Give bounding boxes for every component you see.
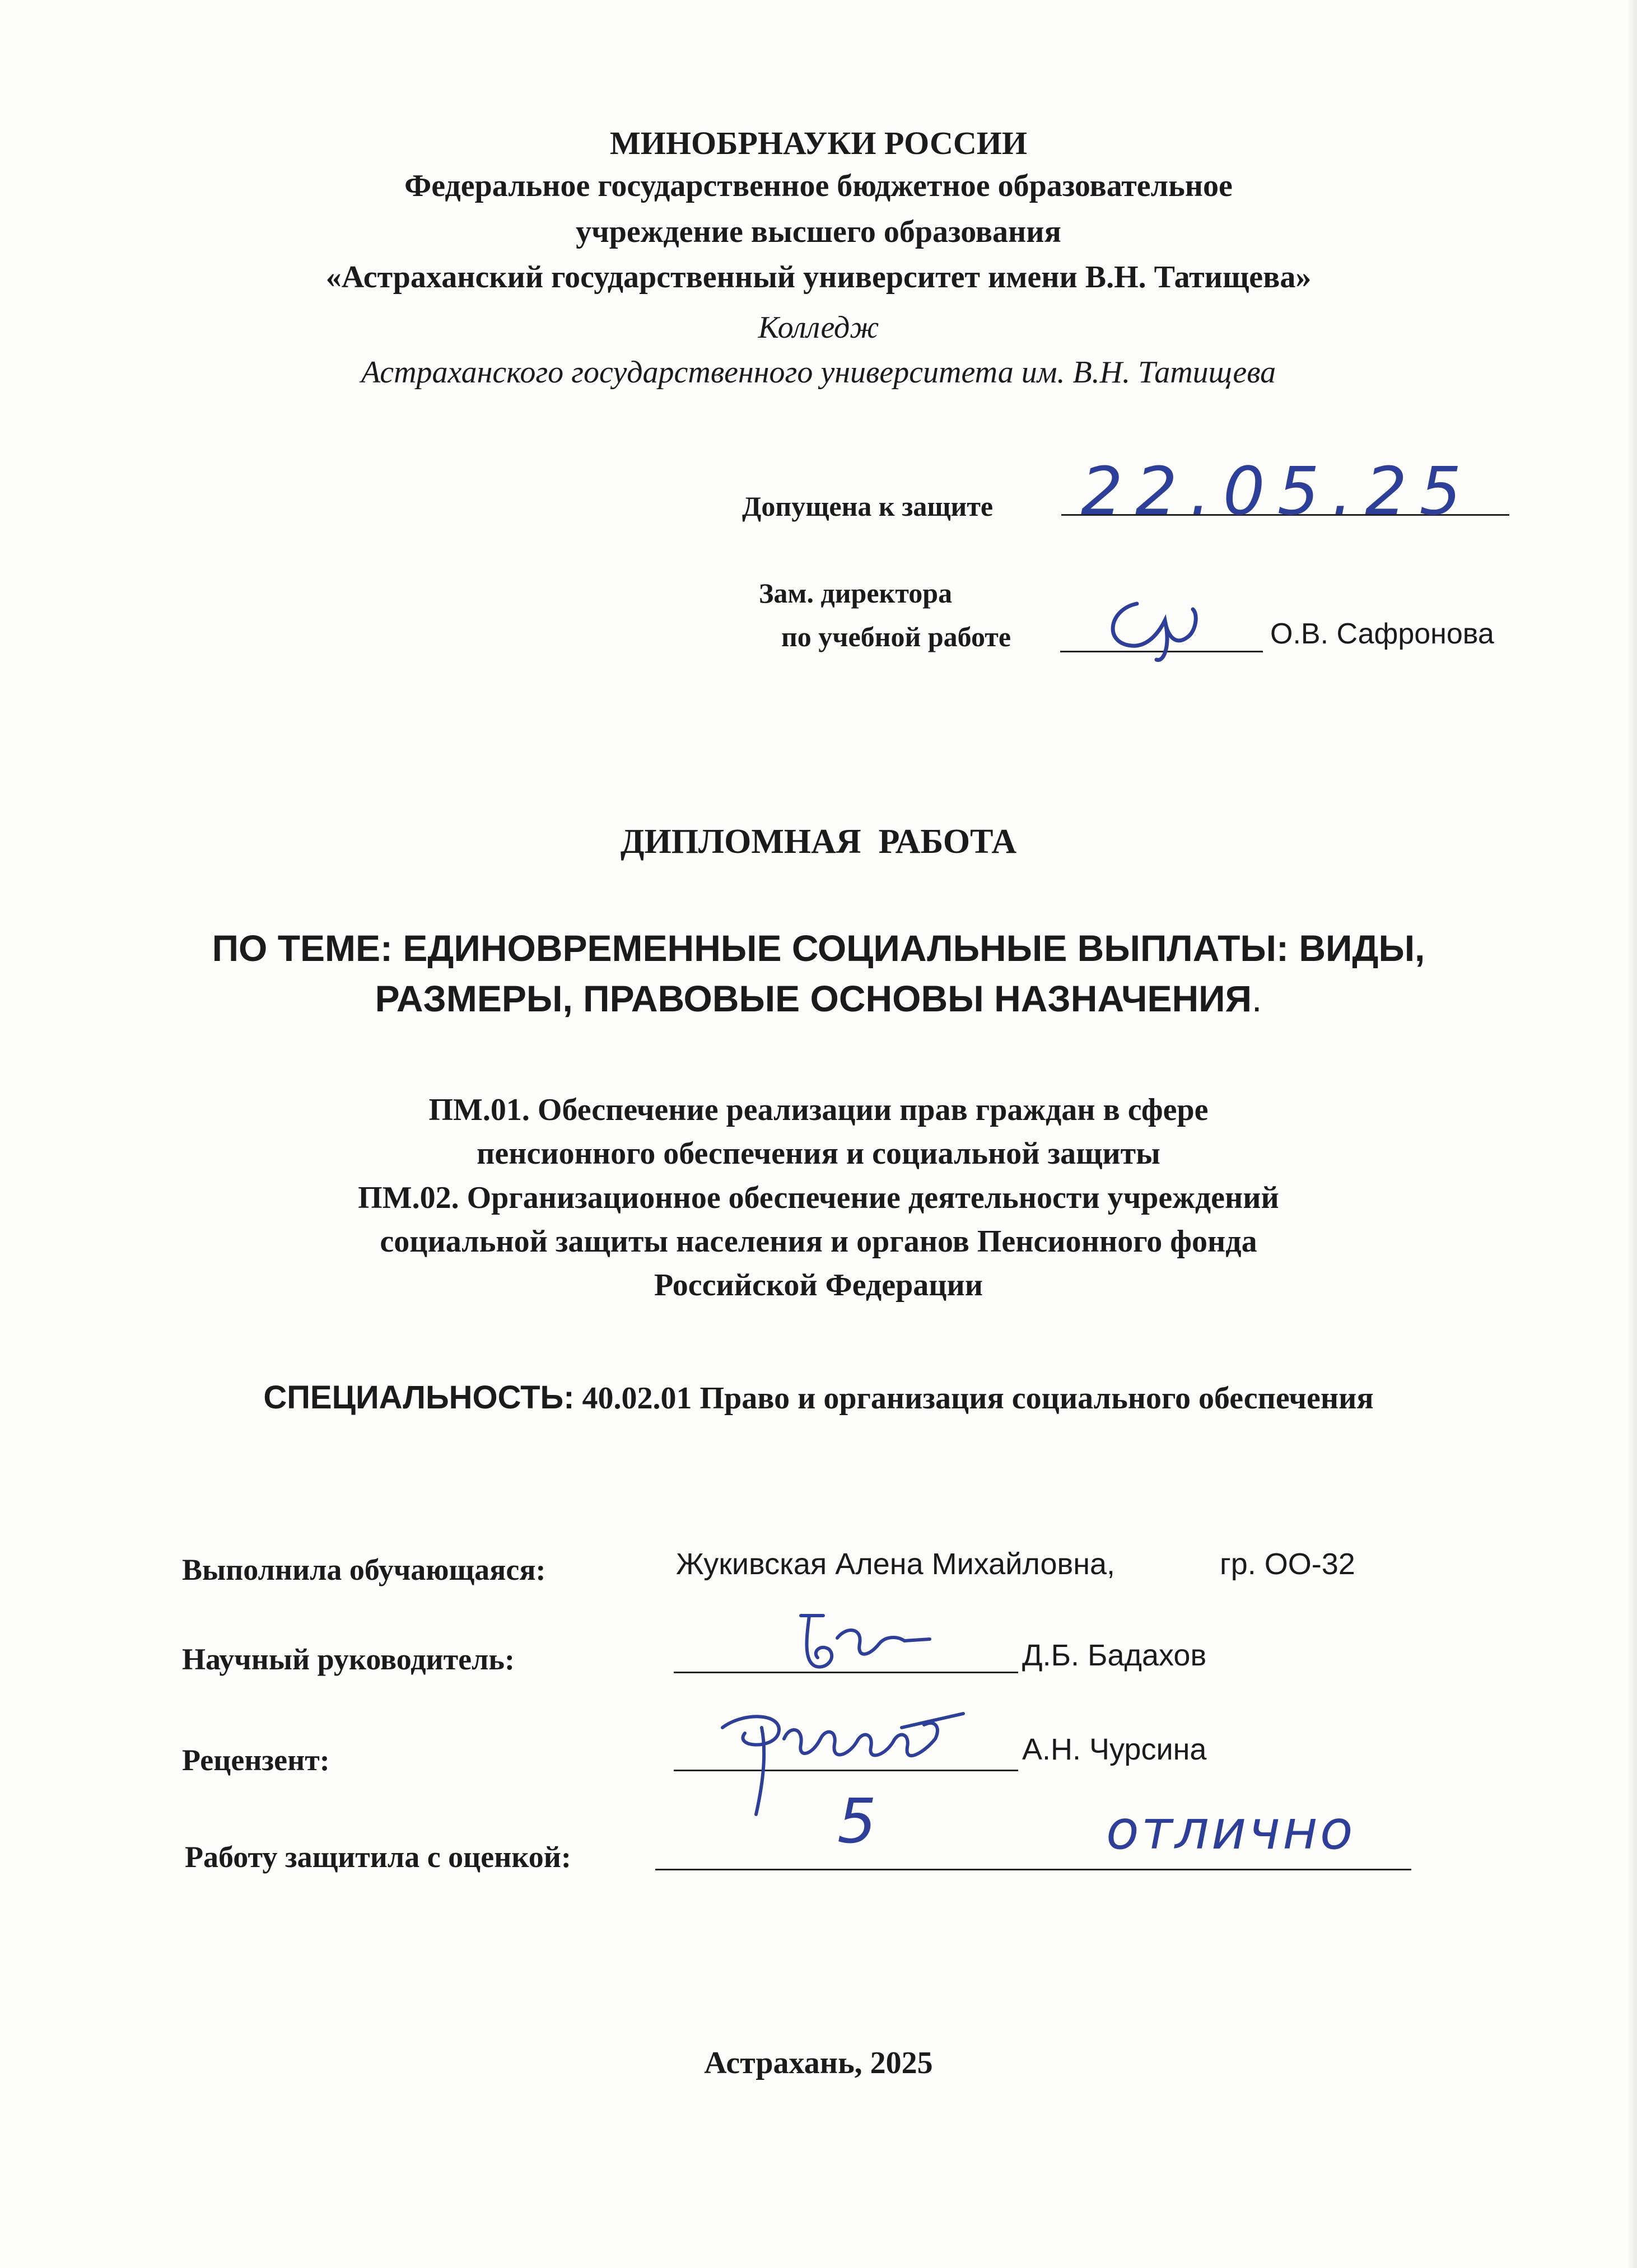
specialty-value: 40.02.01 Право и организация социального обеспечения <box>582 1381 1374 1416</box>
module-pm02-line-2: социальной защиты населения и органов Пенсионного фонда <box>380 1224 1257 1259</box>
ministry-heading: МИНОБРНАУКИ РОССИИ <box>610 125 1027 161</box>
deputy-label-line-2: по учебной работе <box>781 621 1011 652</box>
work-type-heading: ДИПЛОМНАЯ РАБОТА <box>620 823 1017 861</box>
specialty-label: СПЕЦИАЛЬНОСТЬ: <box>263 1379 575 1416</box>
college-line-1: Колледж <box>758 310 879 345</box>
admitted-date-handwritten: 22.05.25 <box>1081 452 1474 530</box>
student-label: Выполнила обучающаяся: <box>182 1553 546 1586</box>
deputy-label-line-1: Зам. директора <box>759 577 953 609</box>
advisor-signature <box>784 1604 941 1683</box>
topic-line-2: РАЗМЕРЫ, ПРАВОВЫЕ ОСНОВЫ НАЗНАЧЕНИЯ. <box>375 978 1262 1019</box>
deputy-name: О.В. Сафронова <box>1270 618 1494 650</box>
grade-word-handwritten: отлично <box>1106 1799 1355 1861</box>
deputy-signature <box>1098 592 1215 665</box>
grade-label: Работу защитила с оценкой: <box>185 1840 571 1874</box>
student-group: гр. ОО-32 <box>1220 1547 1355 1581</box>
reviewer-label: Рецензент: <box>182 1743 330 1777</box>
module-pm02-line-3: Российской Федерации <box>654 1268 983 1303</box>
institution-line-1: Федеральное государственное бюджетное образовательное <box>404 169 1233 203</box>
module-pm01-line-1: ПМ.01. Обеспечение реализации прав граждан в сфере <box>428 1093 1209 1127</box>
topic-line-2-period: . <box>1252 978 1262 1019</box>
institution-line-2: учреждение высшего образования <box>576 214 1061 249</box>
grade-number-handwritten: 5 <box>837 1785 876 1857</box>
admitted-label: Допущена к защите <box>742 491 994 522</box>
city-year: Астрахань, 2025 <box>704 2046 933 2080</box>
module-pm01-line-2: пенсионного обеспечения и социальной защиты <box>477 1136 1160 1171</box>
specialty-line <box>0 1379 1637 1416</box>
university-name: «Астраханский государственный университет имени В.Н. Татищева» <box>325 260 1312 295</box>
grade-line <box>655 1869 1411 1870</box>
page-edge-shadow <box>1627 0 1637 2268</box>
student-name: Жукивская Алена Михайловна, <box>676 1547 1116 1581</box>
advisor-name: Д.Б. Бадахов <box>1022 1639 1207 1672</box>
module-pm02-line-1: ПМ.02. Организационное обеспечение деятельности учреждений <box>358 1180 1279 1215</box>
advisor-label: Научный руководитель: <box>182 1642 515 1676</box>
reviewer-name: А.Н. Чурсина <box>1022 1733 1207 1766</box>
college-line-2: Астраханского государственного университета им. В.Н. Татищева <box>361 355 1276 390</box>
topic-line-1: ПО ТЕМЕ: ЕДИНОВРЕМЕННЫЕ СОЦИАЛЬНЫЕ ВЫПЛАТЫ: ВИДЫ, <box>212 927 1425 969</box>
